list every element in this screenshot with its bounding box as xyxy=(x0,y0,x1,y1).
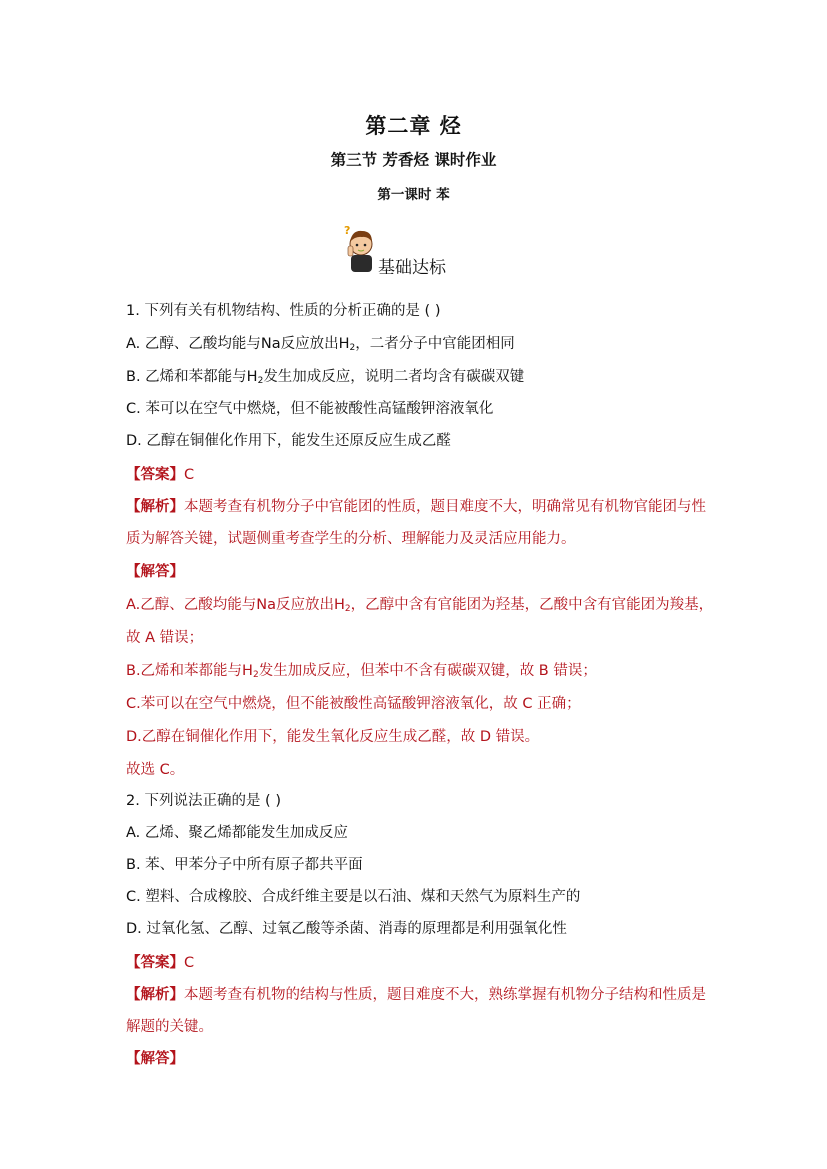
chapter-title: 第二章 烃 xyxy=(365,114,462,138)
q2-option-b: B. 苯、甲苯分子中所有原子都共平面 xyxy=(126,857,363,873)
section-banner xyxy=(340,222,480,278)
thinking-boy-icon xyxy=(340,222,380,274)
q1-solution-d: D.乙醇在铜催化作用下，能发生氧化反应生成乙醛，故 D 错误。 xyxy=(126,729,540,745)
q1-solution-b: B.乙烯和苯都能与$H_2$发生加成反应，但苯中不含有碳碳双键，故 B 错误； xyxy=(126,663,597,680)
q1-analysis-line-1: 【解析】本题考查有机物分子中官能团的性质，题目难度不大，明确常见有机物官能团与性 xyxy=(126,499,706,515)
q2-answer: 【答案】C xyxy=(126,955,195,971)
q2-solution-tag: 【解答】 xyxy=(126,1051,184,1067)
q1-stem: 1. 下列有关有机物结构、性质的分析正确的是 ( ) xyxy=(126,303,441,319)
q1-option-c: C. 苯可以在空气中燃烧，但不能被酸性高锰酸钾溶液氧化 xyxy=(126,401,494,417)
q2-stem: 2. 下列说法正确的是 ( ) xyxy=(126,793,281,809)
q2-option-a: A. 乙烯、聚乙烯都能发生加成反应 xyxy=(126,825,348,841)
q1-option-b: B. 乙烯和苯都能与$H_2$发生加成反应，说明二者均含有碳碳双键 xyxy=(126,369,525,386)
q1-option-d: D. 乙醇在铜催化作用下，能发生还原反应生成乙醛 xyxy=(126,433,451,449)
banner-label: 基础达标 xyxy=(378,258,446,278)
lesson-title: 第一课时 苯 xyxy=(377,187,450,203)
q1-option-a: A. 乙醇、乙酸均能与Na反应放出$H_2$，二者分子中官能团相同 xyxy=(126,336,515,353)
q1-analysis-line-2: 质为解答关键，试题侧重考查学生的分析、理解能力及灵活应用能力。 xyxy=(126,531,576,547)
q2-analysis-line-1: 【解析】本题考查有机物的结构与性质，题目难度不大，熟练掌握有机物分子结构和性质是 xyxy=(126,987,706,1003)
svg-text:?: ? xyxy=(344,224,351,237)
q2-analysis-line-2: 解题的关键。 xyxy=(126,1019,213,1035)
q1-solution-c: C.苯可以在空气中燃烧，但不能被酸性高锰酸钾溶液氧化，故 C 正确； xyxy=(126,696,581,712)
q2-option-d: D. 过氧化氢、乙醇、过氧乙酸等杀菌、消毒的原理都是利用强氧化性 xyxy=(126,921,567,937)
q2-option-c: C. 塑料、合成橡胶、合成纤维主要是以石油、煤和天然气为原料生产的 xyxy=(126,889,581,905)
q1-conclusion: 故选 C。 xyxy=(126,762,185,778)
q1-solution-a-cont: 故 A 错误； xyxy=(126,630,204,646)
q1-solution-tag: 【解答】 xyxy=(126,564,184,580)
q1-answer: 【答案】C xyxy=(126,467,195,483)
q1-solution-a: A.乙醇、乙酸均能与Na反应放出$H_2$，乙醇中含有官能团为羟基，乙酸中含有官能团为羧基， xyxy=(126,597,714,614)
section-title: 第三节 芳香烃 课时作业 xyxy=(330,151,497,169)
